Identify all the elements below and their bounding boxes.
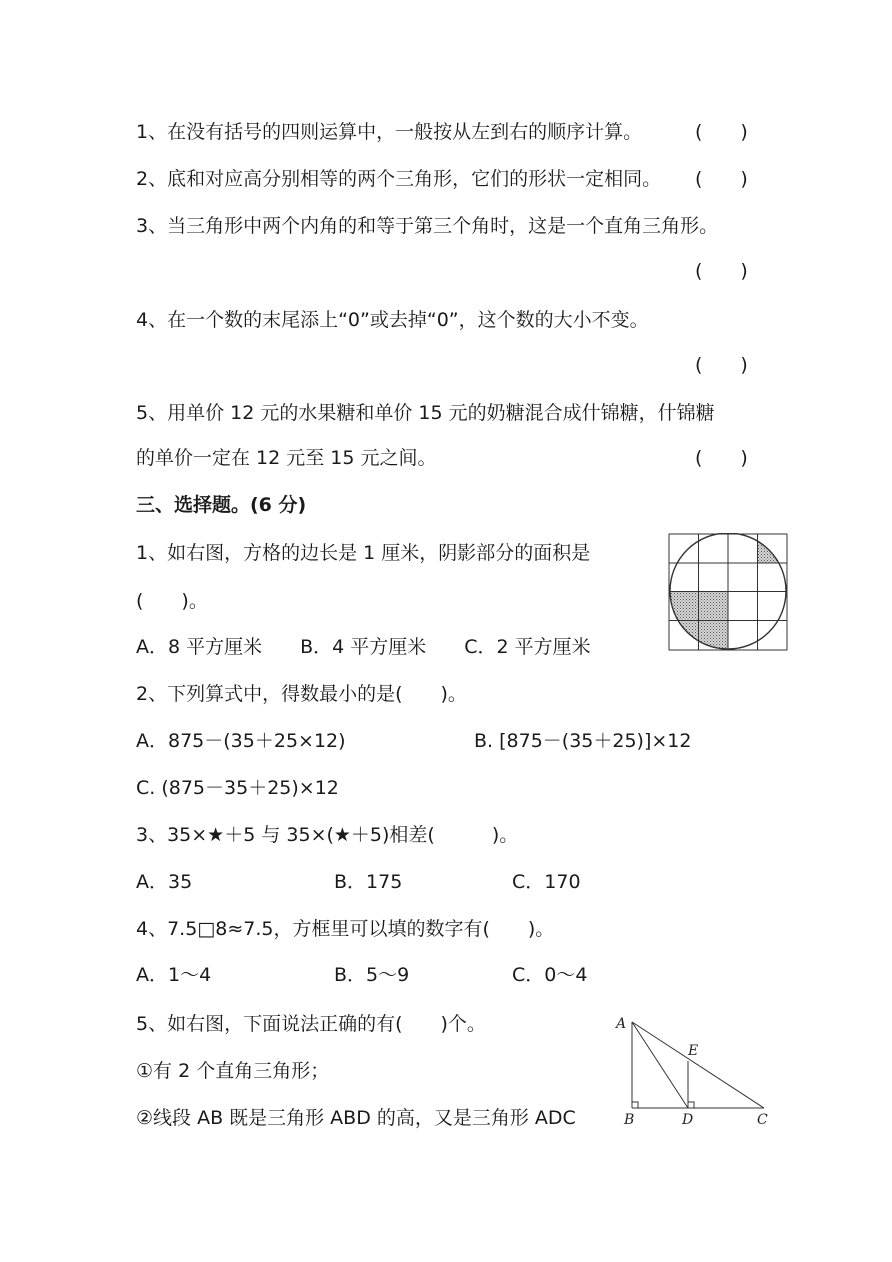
judgment-q3-answer-paren[interactable]: ( ) <box>695 260 748 282</box>
choice-q5-text: 5、如右图，下面说法正确的有( )个。 <box>136 1013 486 1035</box>
choice-q2-text: 2、下列算式中，得数最小的是( )。 <box>136 683 467 705</box>
choice-q5-statement-1: ①有 2 个直角三角形； <box>136 1060 330 1082</box>
triangle-label-c: C <box>757 1112 768 1128</box>
judgment-q5-text-line1: 5、用单价 12 元的水果糖和单价 15 元的奶糖混合成什锦糖，什锦糖 <box>136 402 715 424</box>
choice-q1-text-line2[interactable]: ( )。 <box>136 590 208 612</box>
judgment-q3-text: 3、当三角形中两个内角的和等于第三个角时，这是一个直角三角形。 <box>136 215 719 237</box>
judgment-q1-text: 1、在没有括号的四则运算中，一般按从左到右的顺序计算。 <box>136 121 643 143</box>
triangle-label-e: E <box>688 1043 699 1059</box>
choice-q2-option-c[interactable]: C. (875－35＋25)×12 <box>136 777 339 799</box>
choice-q1-text-line1: 1、如右图，方格的边长是 1 厘米，阴影部分的面积是 <box>136 542 591 564</box>
judgment-q2-text: 2、底和对应高分别相等的两个三角形，它们的形状一定相同。 <box>136 168 662 190</box>
judgment-q4-text: 4、在一个数的末尾添上“0”或去掉“0”，这个数的大小不变。 <box>136 309 649 331</box>
choice-q4-option-b[interactable]: B．5～9 <box>334 964 410 986</box>
choice-q2-option-b[interactable]: B. [875－(35＋25)]×12 <box>474 730 692 752</box>
choice-q5-statement-2: ②线段 AB 既是三角形 ABD 的高，又是三角形 ADC <box>136 1107 576 1129</box>
choice-q1-options[interactable]: A．8 平方厘米 B．4 平方厘米 C．2 平方厘米 <box>136 636 591 658</box>
judgment-q5-answer-paren[interactable]: ( ) <box>695 447 748 469</box>
choice-q3-option-c[interactable]: C．170 <box>512 871 581 893</box>
choice-q3-text: 3、35×★＋5 与 35×(★＋5)相差( )。 <box>136 824 519 846</box>
section-heading-choice: 三、选择题。(6 分) <box>136 494 307 516</box>
triangle-label-d: D <box>682 1112 694 1128</box>
judgment-q1-answer-paren[interactable]: ( ) <box>695 121 748 143</box>
triangle-label-a: A <box>616 1016 627 1032</box>
choice-q3-option-a[interactable]: A．35 <box>136 871 193 893</box>
choice-q4-option-a[interactable]: A．1～4 <box>136 964 212 986</box>
triangle-figure <box>612 1012 778 1132</box>
judgment-q2-answer-paren[interactable]: ( ) <box>695 168 748 190</box>
judgment-q4-answer-paren[interactable]: ( ) <box>695 354 748 376</box>
choice-q2-option-a[interactable]: A．875－(35＋25×12) <box>136 730 346 752</box>
choice-q3-option-b[interactable]: B．175 <box>334 871 403 893</box>
triangle-label-b: B <box>624 1112 635 1128</box>
choice-q4-option-c[interactable]: C．0～4 <box>512 964 588 986</box>
choice-q4-text: 4、7.5□8≈7.5，方框里可以填的数字有( )。 <box>136 918 555 940</box>
grid-circle-figure <box>668 533 790 655</box>
judgment-q5-text-line2: 的单价一定在 12 元至 15 元之间。 <box>136 447 437 469</box>
